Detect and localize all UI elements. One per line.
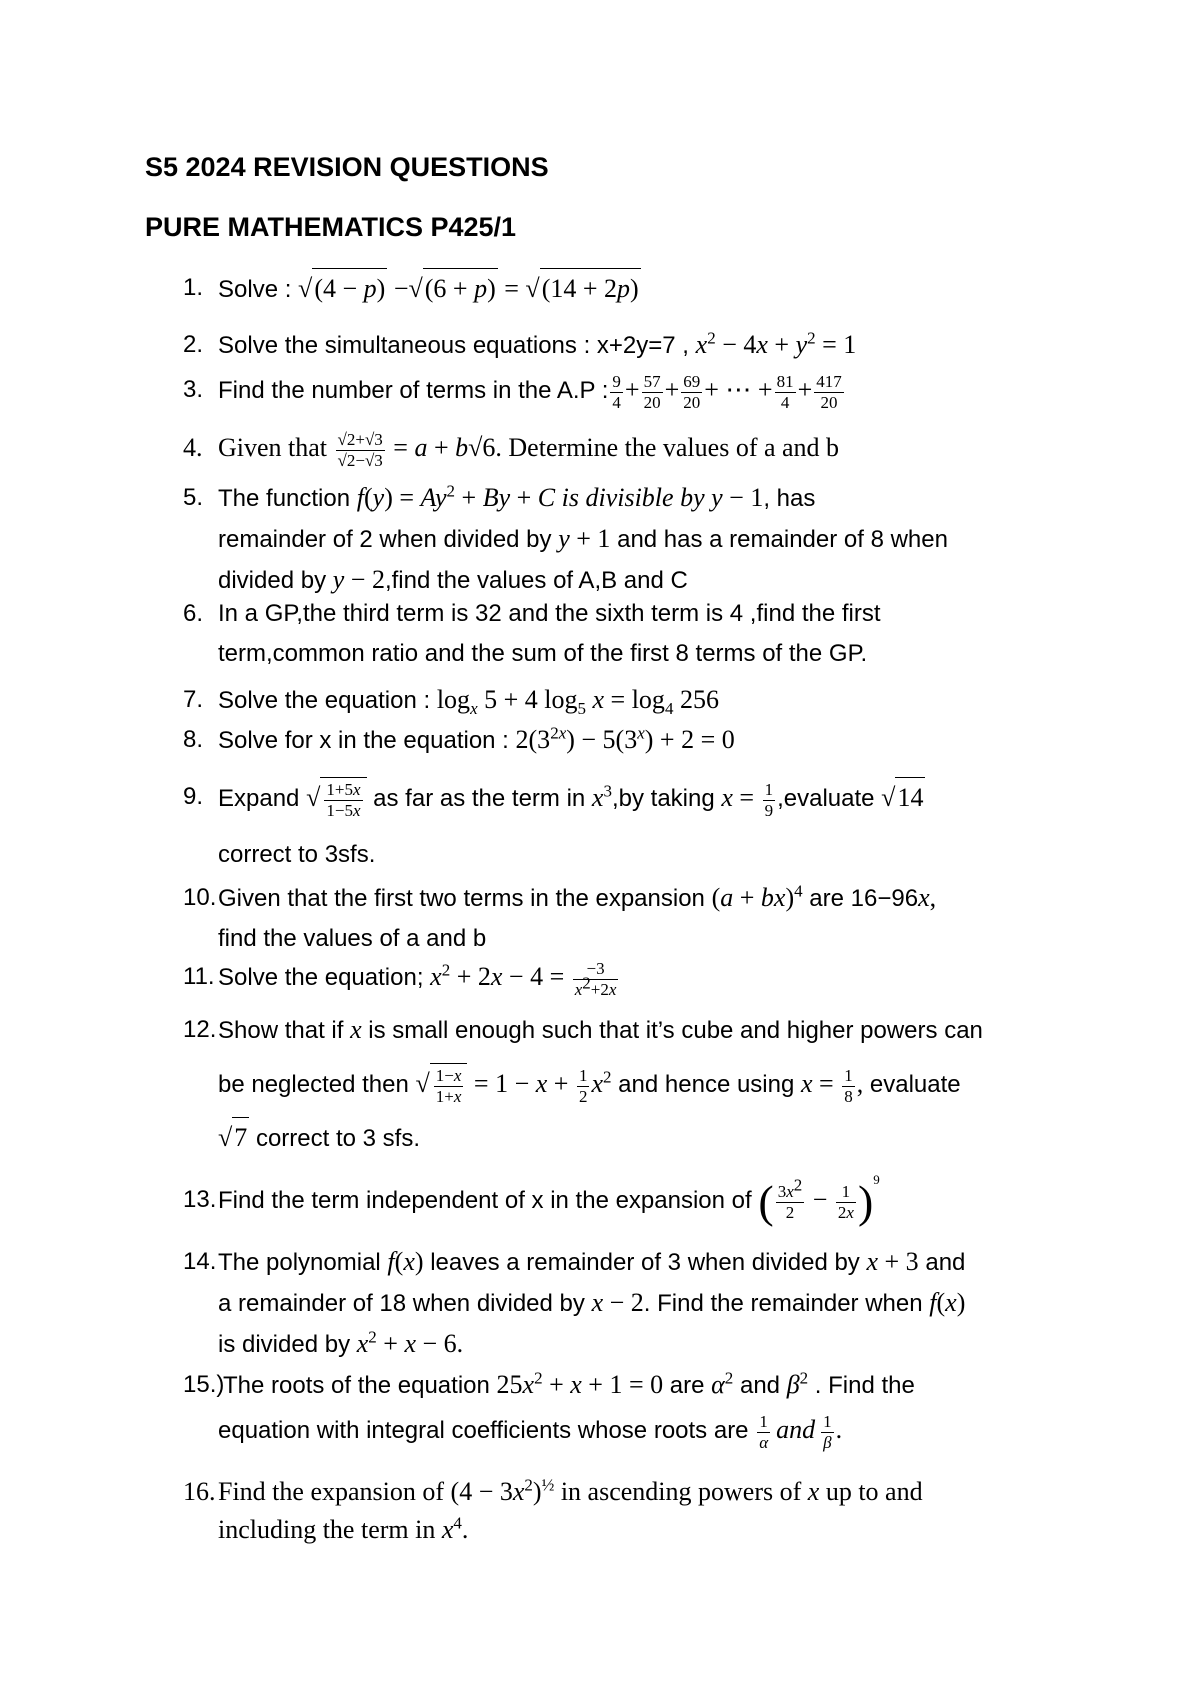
question-text: Find the number of terms in the A.P : [218, 377, 609, 404]
question-text: Given that the first two terms in the expansion [218, 885, 712, 912]
equation: x, [918, 883, 937, 912]
question-number: 2. [183, 331, 204, 358]
document-title: S5 2024 REVISION QUESTIONS [145, 152, 549, 182]
equation: $\alpha^2$ [711, 1368, 734, 1399]
question-text: Expand [218, 785, 307, 812]
question-text: including the term in [218, 1515, 442, 1544]
question-number: 12. [183, 1016, 217, 1043]
question-1 [183, 268, 1083, 310]
document-subtitle: PURE MATHEMATICS P425/1 [145, 212, 517, 242]
question-text: . Find the [808, 1372, 915, 1399]
equation: $f(y) = Ay^2 + By + C$ is divisible by y − 1 [356, 481, 764, 512]
question-text: remainder of 2 when divided by [218, 526, 559, 553]
question-text: in ascending powers of [554, 1477, 808, 1506]
question-number: 1. [183, 274, 204, 301]
equation: x + 3 [866, 1247, 919, 1276]
question-text: Solve the equation; [218, 964, 431, 991]
equation: x [807, 1477, 820, 1506]
equation: $x^2 - 4x + y^2 = 1$ [695, 328, 857, 359]
question-text: ,by taking [611, 785, 722, 812]
equation: $\frac{1}{\beta}$ . [823, 1411, 843, 1452]
equation: and [776, 1415, 816, 1444]
question-text: ,find the values of A,B and C [384, 567, 688, 594]
question-text: Given that [218, 433, 334, 462]
question-text: The roots of the equation [223, 1372, 497, 1399]
equation-part: x+2y=7 , [596, 332, 696, 359]
question-text: and has a remainder of 8 when [610, 526, 948, 553]
question-5 [183, 478, 1083, 601]
equation: $x^2 + x - 6$. [356, 1327, 464, 1358]
question-text: divided by [218, 567, 333, 594]
question-text: term,common ratio and the sum of the first 8 terms of the GP. [218, 640, 868, 667]
equation: $2(3^{2x}) - 5(3^x) + 2 = 0$ [515, 723, 735, 754]
question-number: 3. [183, 376, 204, 403]
question-text: Solve for x in the equation : [218, 727, 516, 754]
equation: $x^2 + 2x - 4$ = $\frac{-3}{x^2+2x}$ [430, 958, 617, 999]
question-text: leaves a remainder of 3 when divided by [423, 1249, 867, 1276]
question-4 [183, 428, 1083, 471]
question-number: 4. [183, 433, 203, 462]
equation: ( $\frac{3x^2}{2}$ − $\frac{1}{2x}$ )$^9$ [758, 1172, 880, 1228]
question-text: correct to 3 sfs. [249, 1124, 420, 1152]
question-number: 13. [183, 1186, 217, 1213]
question-12 [183, 1010, 1083, 1159]
question-9 [183, 777, 1083, 875]
question-16 [183, 1473, 1083, 1549]
question-text: Solve the simultaneous equations : [218, 332, 597, 359]
equation: $\beta^2$ [786, 1368, 809, 1399]
equation: $\frac{√2+√3}{√2-√3}$ = a + b√6 [337, 429, 496, 470]
equation: $x^3$ [591, 781, 612, 812]
equation: x = $\frac{1}{8}$ , [801, 1065, 864, 1106]
equation: $\log_x 5 + 4$ $\log_5 x = \log_4 256$ [436, 685, 719, 719]
equation: y − 2 [332, 565, 385, 594]
question-text: and [733, 1372, 787, 1399]
question-text: and hence using [611, 1071, 801, 1098]
question-text: In a GP,the third term is 32 and the sixth term is 4 ,find the first [218, 600, 881, 627]
question-text: Find the term independent of x in the expansion of [218, 1187, 759, 1214]
question-text: as far as the term in [366, 785, 592, 812]
question-text: is small enough such that it’s cube and higher powers can [361, 1017, 983, 1044]
question-text: Show that if [218, 1017, 351, 1044]
equation: (a + bx)$^4$ [711, 881, 803, 912]
question-number: 7. [183, 686, 204, 713]
question-11 [183, 957, 1083, 1000]
question-7 [183, 680, 1083, 721]
question-10 [183, 878, 1083, 959]
question-text: find the values of a and b [218, 925, 487, 952]
question-text: equation with integral coefficients whose roots are [218, 1417, 756, 1444]
question-text: are [663, 1372, 712, 1399]
question-8 [183, 720, 1083, 761]
question-15 [183, 1365, 1083, 1453]
question-text: is divided by [218, 1331, 357, 1358]
question-13 [183, 1172, 1083, 1228]
equation: y + 1 [558, 524, 611, 553]
equation: f(x) [929, 1288, 966, 1317]
question-number: 9. [183, 783, 204, 810]
equation: √(4 − p) −√(6 + p) = √(14 + 2p) [298, 274, 641, 303]
question-text: up to and [819, 1477, 923, 1506]
equation: √7 [218, 1123, 249, 1152]
question-14 [183, 1242, 1083, 1365]
question-number: 11. [183, 963, 215, 990]
question-number: 6. [183, 600, 204, 627]
equation: $25x^2 + x + 1 = 0$ [496, 1368, 664, 1399]
question-text: Find the expansion of [218, 1477, 451, 1506]
question-text: . Find the remainder when [643, 1290, 930, 1317]
question-text: correct to 3sfs. [218, 840, 376, 868]
equation: x [350, 1015, 362, 1044]
question-text: , has [763, 485, 816, 512]
question-number: 10. [183, 884, 217, 911]
question-text: evaluate [863, 1071, 961, 1098]
equation: f(x) [387, 1247, 424, 1276]
equation: √14 [881, 783, 925, 812]
question-number: 16. [183, 1477, 216, 1506]
question-text: Solve : [218, 276, 299, 303]
question-text: The polynomial [218, 1249, 388, 1276]
question-text: and [918, 1249, 966, 1276]
question-text: The function [218, 485, 357, 512]
question-text: Solve the equation : [218, 687, 437, 714]
question-2 [183, 325, 1083, 366]
question-number: 14. [183, 1248, 217, 1275]
equation: √ $\frac{1+5x}{1-5x}$ [306, 783, 366, 812]
equation: √ $\frac{1-x}{1+x}$ = 1 − x + $\frac{1}{2}$ $x^2$ [416, 1069, 612, 1098]
question-text: a remainder of 18 when divided by [218, 1290, 592, 1317]
equation: $\frac{1}{\alpha}$ [759, 1411, 769, 1452]
question-number: 8. [183, 726, 204, 753]
equation: x = $\frac{1}{9}$ [721, 779, 774, 820]
equation: $x^4$. [441, 1513, 469, 1544]
question-text-tail: . Determine the values of a and b [495, 433, 840, 462]
question-text: be neglected then [218, 1071, 416, 1098]
question-3 [183, 370, 1083, 413]
equation: x − 2 [591, 1288, 644, 1317]
question-text: are 16−96 [802, 885, 919, 912]
equation: $\frac{9}{4}$ + $\frac{57}{20}$ + $\frac{69}{20}$ + ⋯ + $\frac{81}{4}$ + $\frac{417}{20}$ [612, 371, 842, 412]
question-text: ,evaluate [777, 785, 882, 812]
question-number: 15.) [183, 1371, 225, 1398]
question-6 [183, 594, 1083, 674]
equation: $(4 - 3x^2)^{\frac{1}{2}}$ [450, 1475, 555, 1506]
question-number: 5. [183, 484, 204, 511]
